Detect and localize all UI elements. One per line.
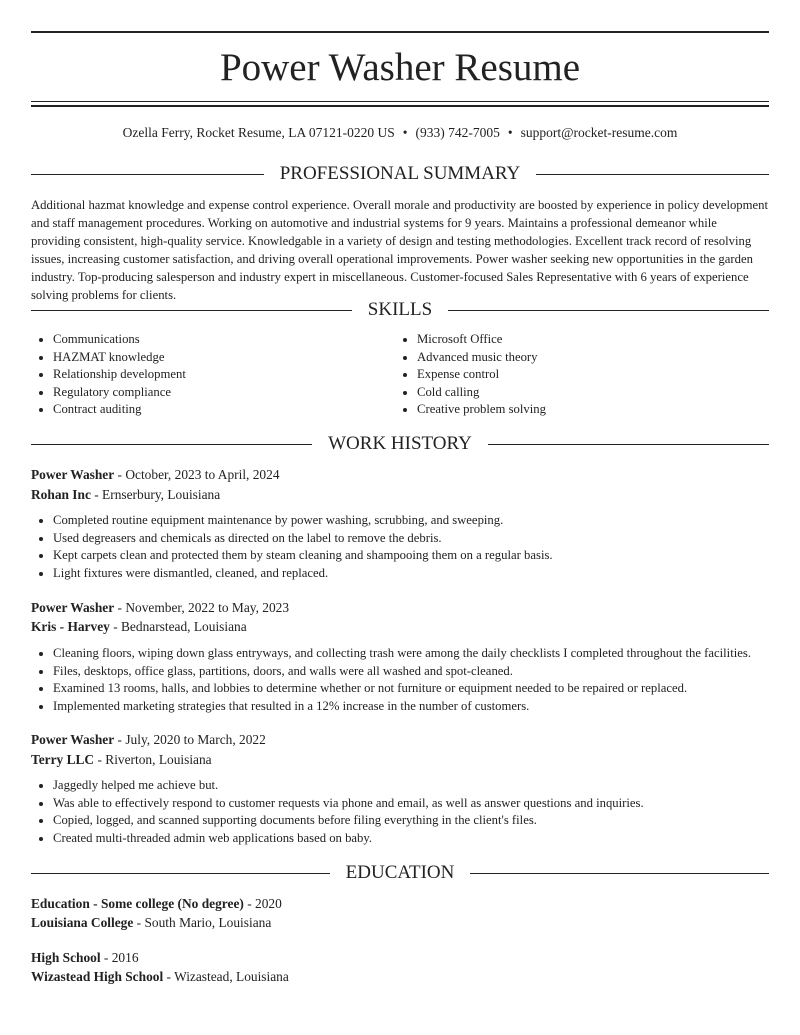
skill-item: • Contract auditing	[53, 401, 371, 419]
contact-separator: •	[402, 125, 408, 140]
job-company-line	[31, 618, 769, 636]
contact-phone: (933) 742-7005	[415, 125, 500, 140]
job-title-line	[31, 466, 769, 484]
skill-item: • Microsoft Office	[417, 331, 735, 349]
page-title: Power Washer Resume	[219, 46, 581, 89]
title-double-rule	[31, 101, 769, 107]
section-title: SKILLS	[367, 299, 433, 320]
education-year: - 2016	[100, 950, 139, 965]
job-bullets	[31, 512, 769, 582]
job-bullet: • Kept carpets clean and protected them by steam cleaning and shampooing them on a regular basis.	[53, 547, 769, 565]
section-heading-work	[31, 433, 769, 455]
job-location: - Riverton, Louisiana	[94, 752, 212, 767]
job-title-line	[31, 599, 769, 617]
skill-item: • HAZMAT knowledge	[53, 349, 371, 367]
skill-item: • Advanced music theory	[417, 349, 735, 367]
education-degree: High School	[31, 950, 101, 965]
skill-item: • Regulatory compliance	[53, 384, 371, 402]
job-bullets	[31, 645, 769, 715]
section-title: WORK HISTORY	[328, 433, 472, 454]
job-bullets	[31, 777, 769, 847]
contact-line	[31, 124, 769, 142]
section-title: PROFESSIONAL SUMMARY	[279, 163, 521, 184]
job-bullet: • Completed routine equipment maintenance by power washing, scrubbing, and sweeping.	[53, 512, 769, 530]
job-title: Power Washer	[31, 467, 115, 482]
job-bullet: • Was able to effectively respond to customer requests via phone and email, as well as answer questions and inquiries.	[53, 795, 769, 813]
top-rule	[31, 31, 769, 33]
section-heading-education	[31, 862, 769, 884]
job-location: - Ernserbury, Louisiana	[90, 487, 221, 502]
job-company-line	[31, 751, 769, 769]
education-school: Wizastead High School	[31, 969, 164, 984]
education-school: Louisiana College	[31, 915, 134, 930]
job-bullet: • Used degreasers and chemicals as directed on the label to remove the debris.	[53, 530, 769, 548]
skills-right-column	[395, 331, 735, 419]
job-bullet: • Cleaning floors, wiping down glass entryways, and collecting trash were among the daily checklists I completed throughout the facilities.	[53, 645, 769, 663]
job-bullet: • Files, desktops, office glass, partitions, doors, and walls were all washed and spot-cleaned.	[53, 663, 769, 681]
skill-item: • Relationship development	[53, 366, 371, 384]
skill-item: • Creative problem solving	[417, 401, 735, 419]
education-location: - South Mario, Louisiana	[133, 915, 272, 930]
summary-paragraph: Additional hazmat knowledge and expense control experience. Overall morale and productivity are boosted by experience in policy development and staff management procedures. Working on automotive and industrial systems for 9 years. Maintains a professional demeanor while providing consistent, high-quality service. Knowledgable in a variety of design and testing methodologies. Excellent track record of resolving issues, increasing customer satisfaction, and driving overall operational improvements. Power washer seeking new opportunities in the garden industry. Top-producing salesperson and industry expert in miscellaneous. Customer-focused Sales Representative with 6 years of experience solving problems for clients.	[31, 198, 769, 302]
section-heading-summary	[31, 163, 769, 185]
education-location: - Wizastead, Louisiana	[163, 969, 289, 984]
skill-item: • Expense control	[417, 366, 735, 384]
contact-address: Ozella Ferry, Rocket Resume, LA 07121-0220 US	[122, 125, 395, 140]
job-company: Rohan Inc	[31, 487, 91, 502]
contact-email: support@rocket-resume.com	[520, 125, 678, 140]
education-degree-line	[31, 895, 769, 913]
job-company: Kris - Harvey	[31, 619, 110, 634]
skills-left-column	[31, 331, 371, 419]
job-bullet: • Examined 13 rooms, halls, and lobbies to determine whether or not furniture or equipment needed to be repaired or replaced.	[53, 680, 769, 698]
job-company: Terry LLC	[31, 752, 95, 767]
contact-separator: •	[507, 125, 513, 140]
job-title: Power Washer	[31, 732, 115, 747]
job-bullet: • Implemented marketing strategies that resulted in a 12% increase in the number of customers.	[53, 698, 769, 716]
job-bullet: • Copied, logged, and scanned supporting documents before filing everything in the client's files.	[53, 812, 769, 830]
section-heading-skills	[31, 299, 769, 321]
education-school-line	[31, 914, 769, 932]
job-bullet: • Created multi-threaded admin web applications based on baby.	[53, 830, 769, 848]
job-bullet: • Jaggedly helped me achieve but.	[53, 777, 769, 795]
job-location: - Bednarstead, Louisiana	[109, 619, 247, 634]
education-degree: Education - Some college (No degree)	[31, 896, 244, 911]
job-dates: - July, 2020 to March, 2022	[114, 732, 266, 747]
education-school-line	[31, 968, 769, 986]
skill-item: • Communications	[53, 331, 371, 349]
job-title-line	[31, 731, 769, 749]
job-company-line	[31, 486, 769, 504]
skill-item: • Cold calling	[417, 384, 735, 402]
education-degree-line	[31, 949, 769, 967]
job-dates: - October, 2023 to April, 2024	[114, 467, 280, 482]
education-year: - 2020	[243, 896, 282, 911]
section-title: EDUCATION	[345, 862, 455, 883]
job-bullet: • Light fixtures were dismantled, cleaned, and replaced.	[53, 565, 769, 583]
job-title: Power Washer	[31, 600, 115, 615]
job-dates: - November, 2022 to May, 2023	[114, 600, 290, 615]
